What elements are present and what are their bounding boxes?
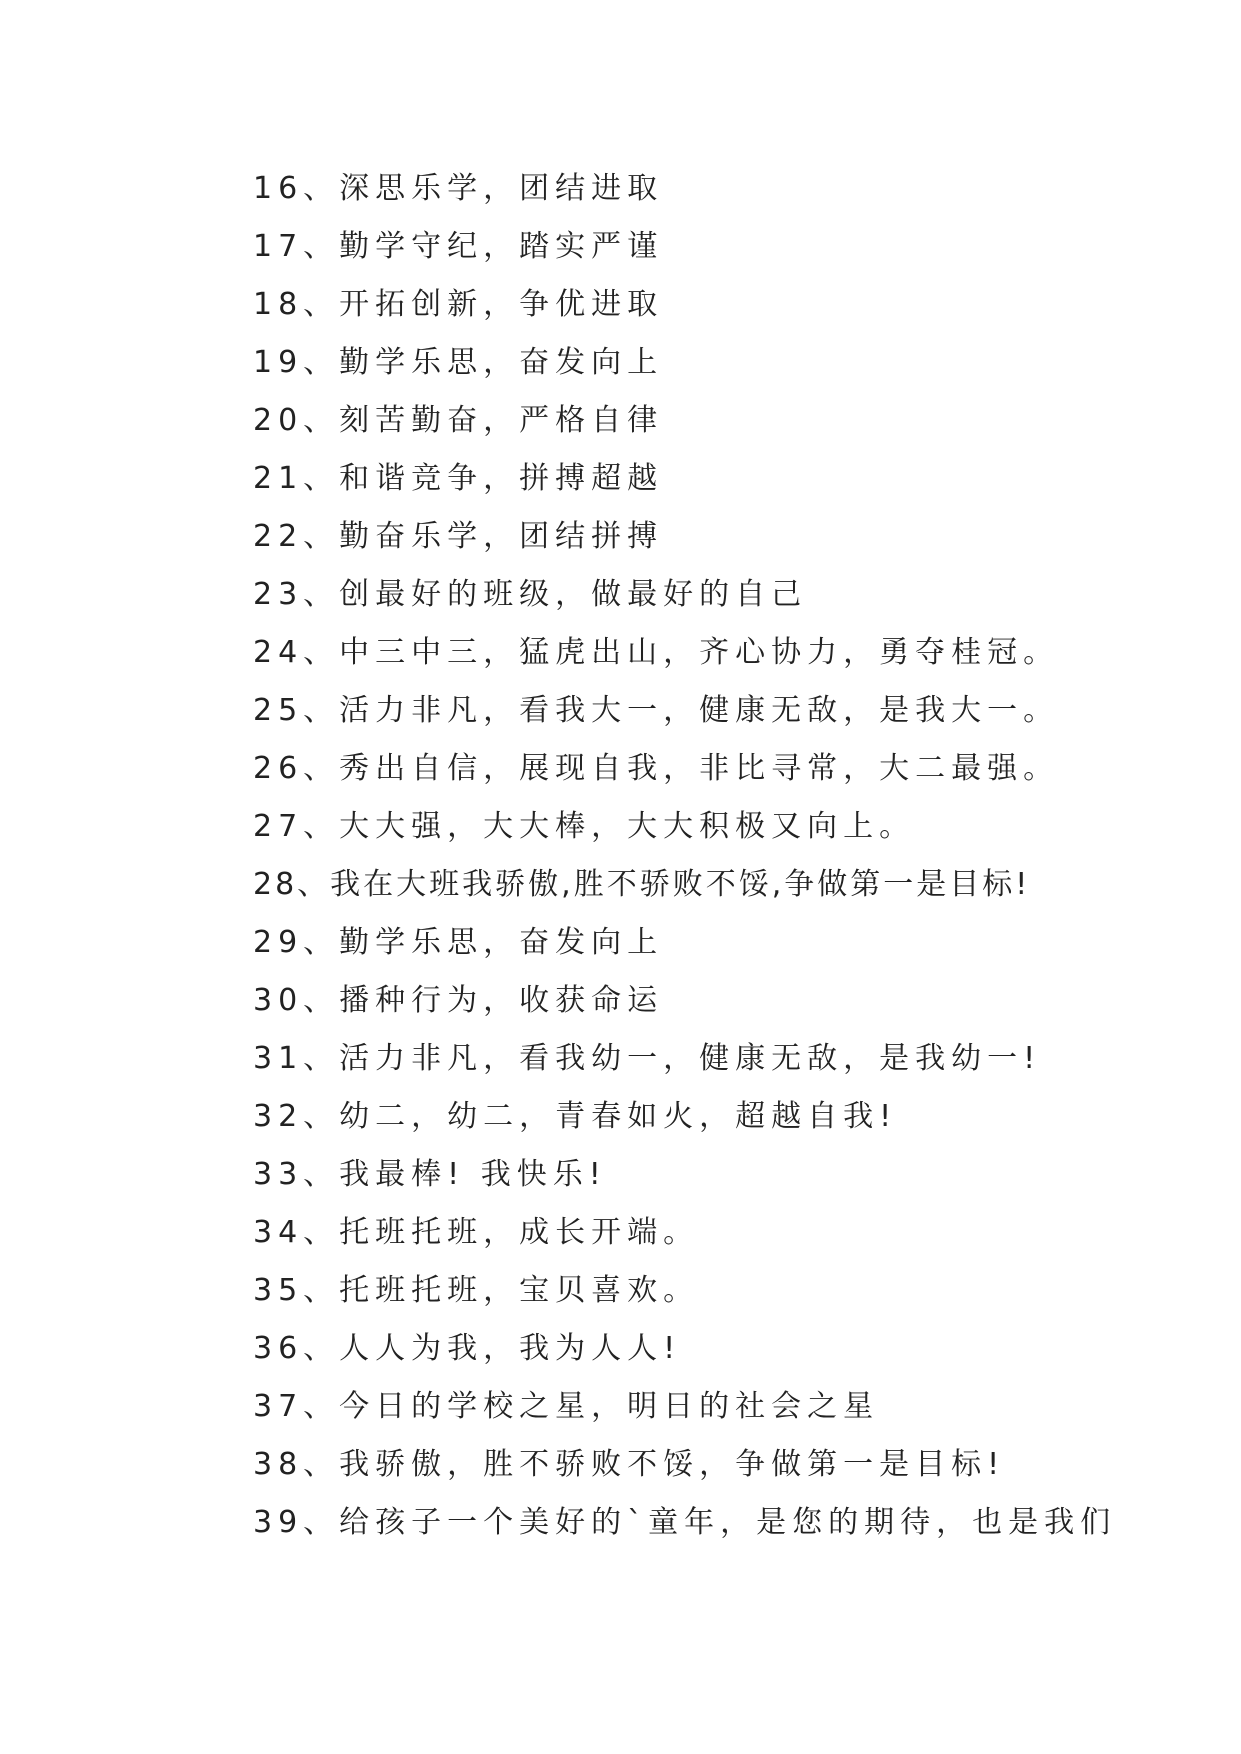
slogan-line-23: 23、创最好的班级，做最好的自己 <box>253 577 808 612</box>
slogan-line-17: 17、勤学守纪，踏实严谨 <box>253 229 664 264</box>
slogan-line-31: 31、活力非凡，看我幼一，健康无敌，是我幼一! <box>253 1041 1042 1076</box>
slogan-line-19: 19、勤学乐思，奋发向上 <box>253 345 664 380</box>
slogan-line-37: 37、今日的学校之星，明日的社会之星 <box>253 1389 880 1424</box>
slogan-line-33: 33、我最棒! 我快乐! <box>253 1157 607 1192</box>
slogan-line-32: 32、幼二，幼二，青春如火，超越自我! <box>253 1099 898 1134</box>
slogan-line-25: 25、活力非凡，看我大一，健康无敌，是我大一。 <box>253 693 1060 728</box>
slogan-line-35: 35、托班托班，宝贝喜欢。 <box>253 1273 700 1308</box>
slogan-line-36: 36、人人为我，我为人人! <box>253 1331 682 1366</box>
slogan-line-26: 26、秀出自信，展现自我，非比寻常，大二最强。 <box>253 751 1060 786</box>
slogan-line-30: 30、播种行为，收获命运 <box>253 983 664 1018</box>
slogan-line-18: 18、开拓创新，争优进取 <box>253 287 664 322</box>
slogan-list <box>253 160 1116 1552</box>
slogan-line-29: 29、勤学乐思，奋发向上 <box>253 925 664 960</box>
slogan-line-28: 28、我在大班我骄傲,胜不骄败不馁,争做第一是目标! <box>253 867 1031 902</box>
slogan-line-34: 34、托班托班，成长开端。 <box>253 1215 700 1250</box>
slogan-line-24: 24、中三中三，猛虎出山，齐心协力，勇夺桂冠。 <box>253 635 1060 670</box>
slogan-line-22: 22、勤奋乐学，团结拼搏 <box>253 519 664 554</box>
slogan-line-38: 38、我骄傲，胜不骄败不馁，争做第一是目标! <box>253 1447 1006 1482</box>
slogan-line-21: 21、和谐竞争，拼搏超越 <box>253 461 664 496</box>
slogan-line-16: 16、深思乐学，团结进取 <box>253 171 664 206</box>
slogan-line-20: 20、刻苦勤奋，严格自律 <box>253 403 664 438</box>
slogan-line-27: 27、大大强，大大棒，大大积极又向上。 <box>253 809 916 844</box>
slogan-line-39: 39、给孩子一个美好的`童年，是您的期待，也是我们 <box>253 1505 1117 1540</box>
